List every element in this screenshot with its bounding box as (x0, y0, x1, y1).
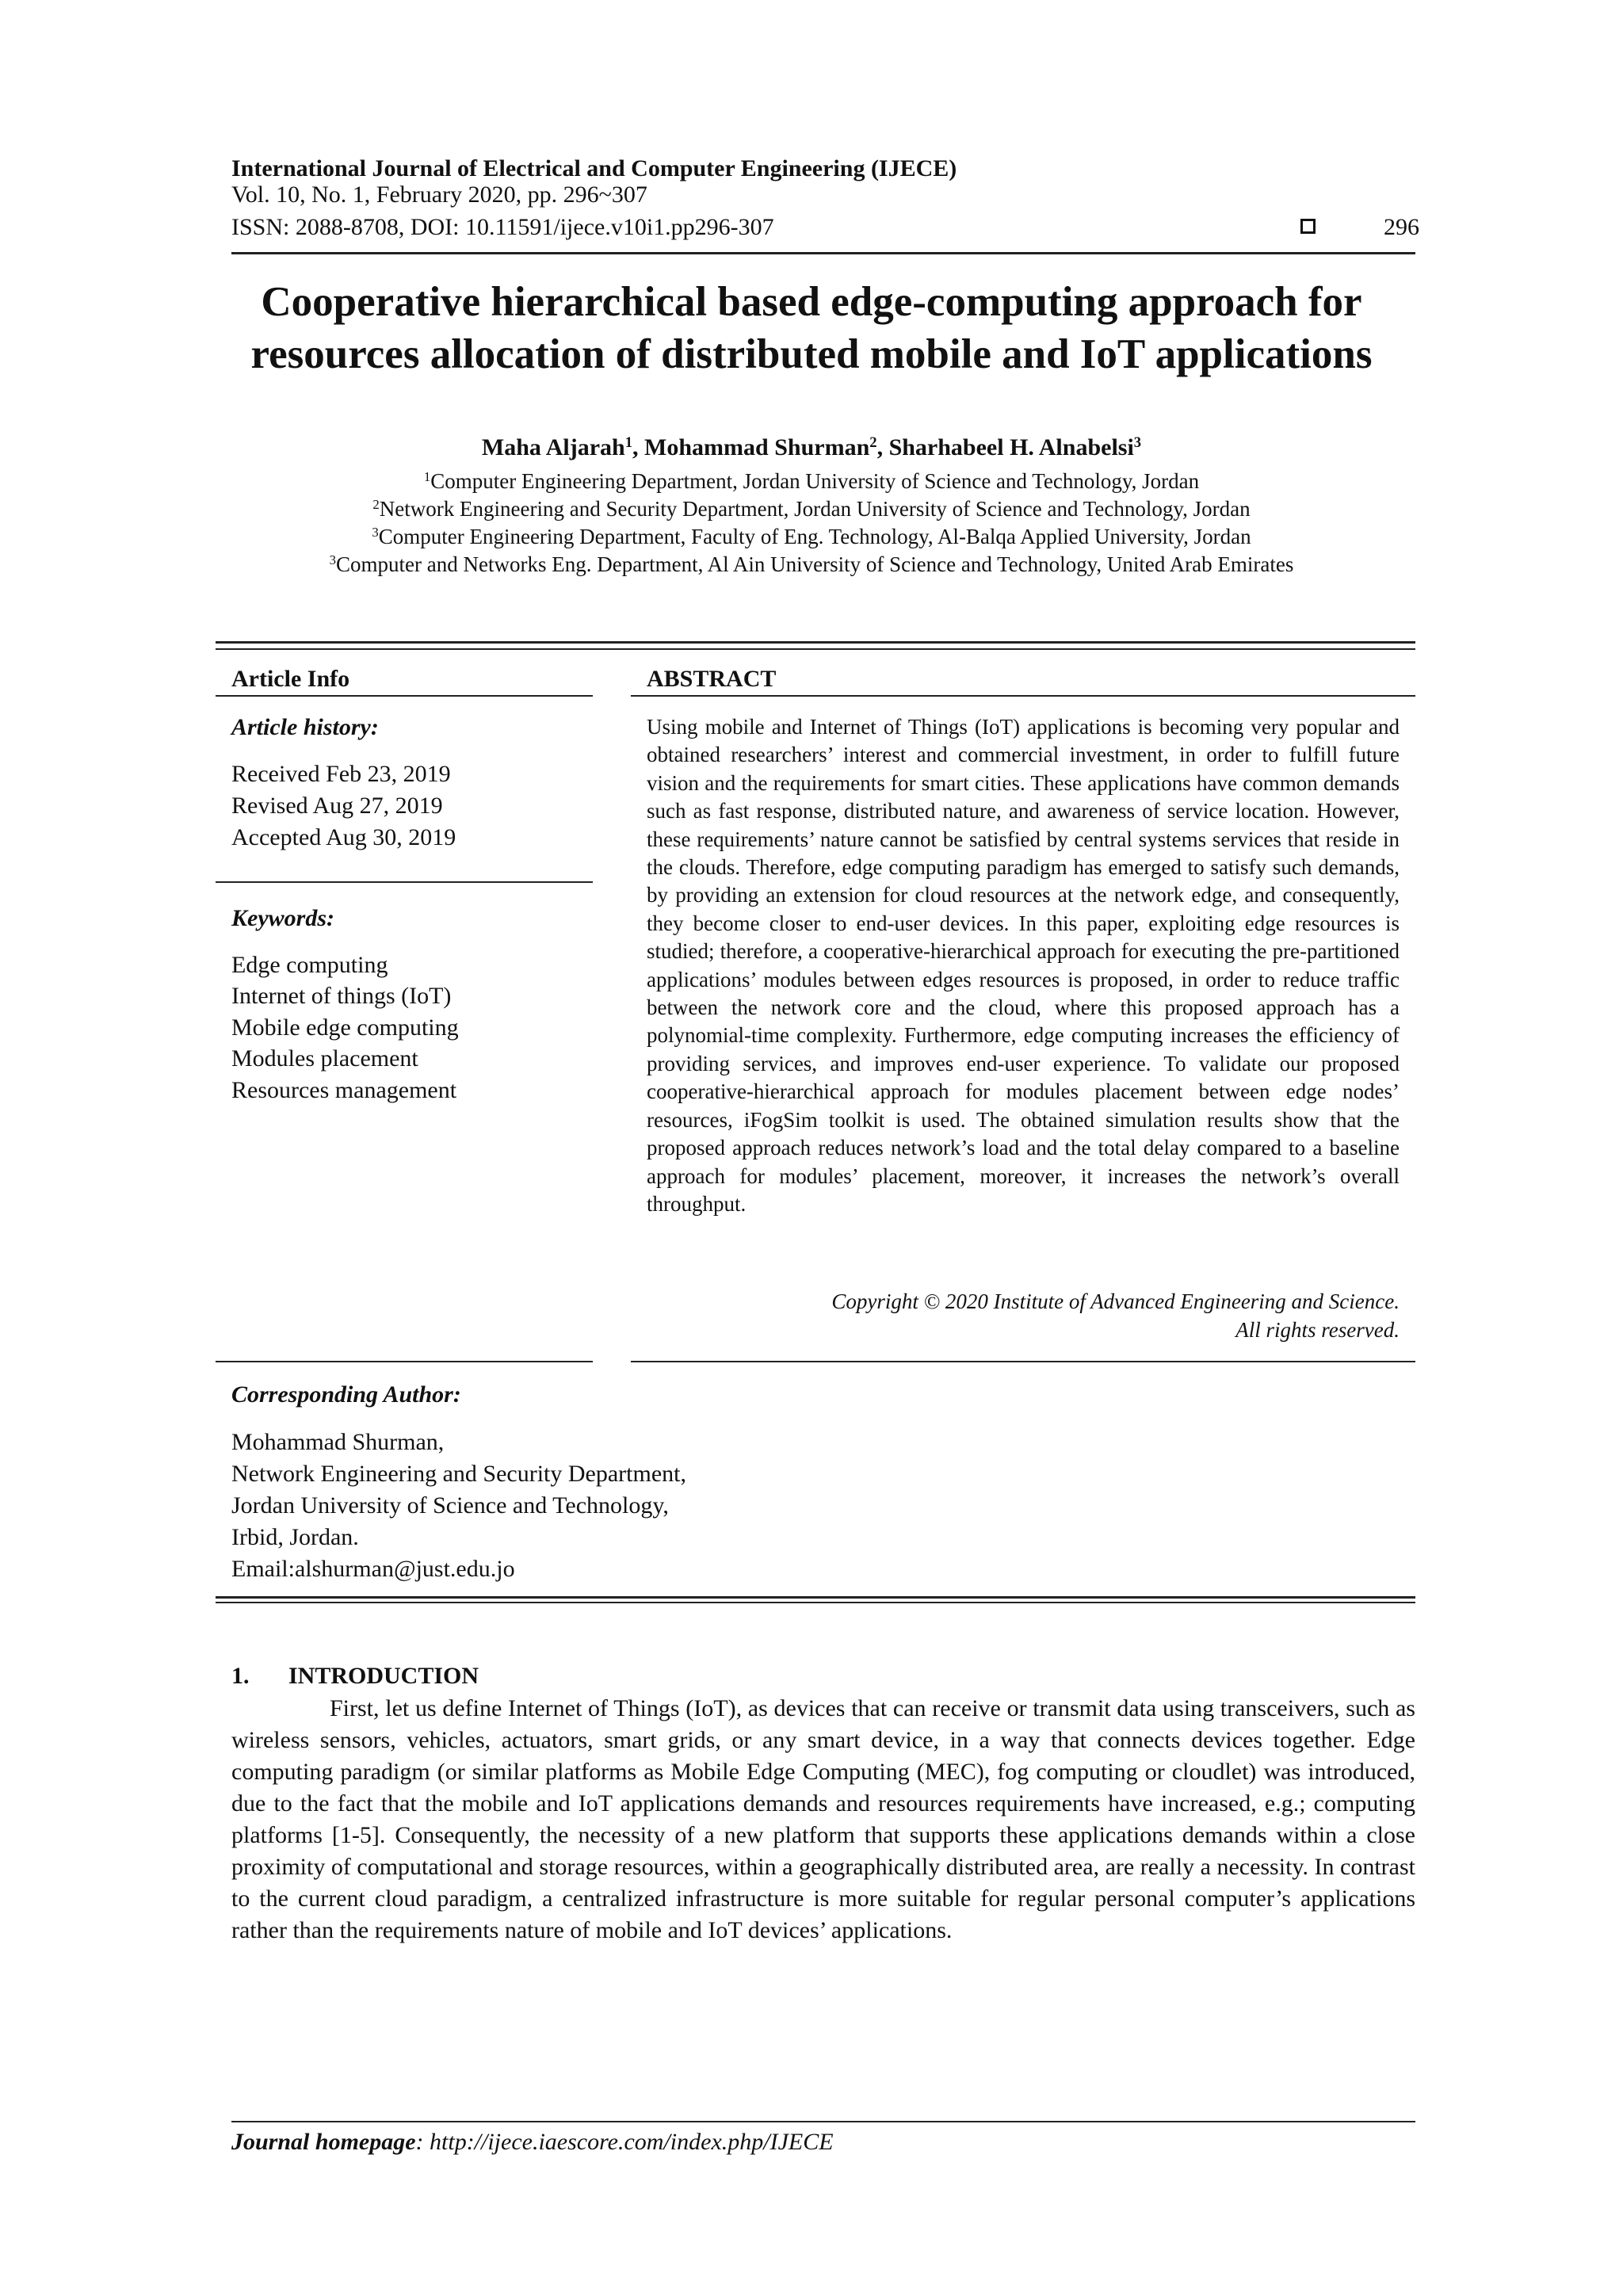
header-rule (231, 252, 1415, 254)
info-box-top-rule (216, 641, 1415, 644)
page-number: 296 (1384, 214, 1419, 240)
introduction-paragraph: First, let us define Internet of Things (IoT), as devices that can receive or transmit data using transceivers, such as wireless sensors, vehicles, actuators, smart grids, or any smart device, in a way that connects devices together. Edge computing paradigm (or similar platforms as Mobile Edge Computing (MEC), fog computing or cloudlet) was introduced, due to the fact that the mobile and IoT applications demands and resources requirements have increased, e.g.; computing platforms [1-5]. Consequently, the necessity of a new platform that supports these applications demands within a close proximity of computational and storage resources, within a geographically distributed area, are really a necessity. In contrast to the current cloud paradigm, a centralized infrastructure is more suitable for regular personal computer’s applications rather than the requirements nature of mobile and IoT devices’ applications. (231, 1695, 1415, 1943)
abstract-heading: ABSTRACT (647, 666, 777, 692)
homepage-url[interactable]: : http://ijece.iaescore.com/index.php/IJECE (415, 2129, 834, 2155)
keywords-label: Keywords: (231, 905, 334, 931)
article-history-label: Article history: (231, 714, 379, 740)
issn-doi-line: ISSN: 2088-8708, DOI: 10.11591/ijece.v10i1.pp296-307 (231, 214, 774, 240)
corresponding-email[interactable]: Email:alshurman@just.edu.jo (231, 1556, 515, 1582)
footer-rule (231, 2121, 1415, 2122)
affiliation-text: Computer Engineering Department, Jordan University of Science and Technology, Jordan (430, 469, 1200, 493)
author-3: , Sharhabeel H. Alnabelsi (876, 434, 1134, 460)
affiliation (158, 497, 1465, 521)
affiliation-sup: 3 (329, 552, 337, 567)
info-box-bottom-rule (216, 1596, 1415, 1599)
section-title: INTRODUCTION (288, 1663, 479, 1689)
accepted-date: Accepted Aug 30, 2019 (231, 824, 456, 850)
square-icon (1300, 219, 1316, 234)
history-rule (216, 881, 593, 883)
author-2: , Mohammad Shurman (632, 434, 870, 460)
affiliation-text: Network Engineering and Security Department, Jordan University of Science and Technology, Jordan (379, 497, 1251, 521)
abstract-rule (631, 695, 1415, 697)
copyright-line-1: Copyright © 2020 Institute of Advanced Engineering and Science. (831, 1289, 1400, 1313)
abstract-text: Using mobile and Internet of Things (IoT) applications is becoming very popular and obtained researchers’ interest and commercial investment, in order to fulfill future vision and the requirements for smart cities. These applications have common demands such as fast response, distributed nature, and awareness of service location. However, these requirements’ nature cannot be satisfied by central systems services that reside in the clouds. Therefore, edge computing paradigm has emerged to satisfy such demands, by providing an extension for cloud resources at the network edge, and consequently, they become closer to end-user devices. In this paper, exploiting edge resources is studied; therefore, a cooperative-hierarchical approach for executing the pre-partitioned applications’ modules between edges resources is proposed, in order to reduce traffic between the network core and the cloud, where this proposed approach has a polynomial-time complexity. Furthermore, edge computing increases the efficiency of providing services, and improves end-user experience. To validate our proposed cooperative-hierarchical approach for modules placement between edge nodes’ resources, iFogSim toolkit is used. The obtained simulation results show that the proposed approach reduces network’s load and the total delay compared to a baseline approach for modules’ placement, moreover, it increases the network’s overall throughput. (647, 715, 1400, 1216)
affiliation-sup: 1 (423, 468, 431, 484)
volume-line: Vol. 10, No. 1, February 2020, pp. 296~307 (231, 181, 647, 208)
author-1: Maha Aljarah (481, 434, 625, 460)
article-info-rule (216, 695, 593, 697)
affiliation-text: Computer Engineering Department, Faculty of Eng. Technology, Al-Balqa Applied University, Jordan (378, 525, 1251, 548)
corresponding-author-block (231, 1427, 686, 1585)
keyword: Resources management (231, 1077, 457, 1103)
journal-homepage (231, 2129, 834, 2156)
affiliation-sup: 2 (372, 496, 380, 512)
corresponding-author-label: Corresponding Author: (231, 1381, 461, 1408)
keyword: Modules placement (231, 1045, 418, 1072)
info-box-top-rule-2 (216, 648, 1415, 650)
paper-title (158, 276, 1465, 380)
revised-date: Revised Aug 27, 2019 (231, 793, 443, 819)
affiliation (158, 469, 1465, 494)
author-list (158, 434, 1465, 461)
corresponding-university: Jordan University of Science and Technology, (231, 1492, 669, 1519)
corresponding-city: Irbid, Jordan. (231, 1524, 359, 1550)
keyword: Internet of things (IoT) (231, 983, 452, 1009)
section-number: 1. (231, 1663, 250, 1689)
keyword: Edge computing (231, 952, 388, 978)
affiliation-text: Computer and Networks Eng. Department, Al Ain University of Science and Technology, United Arab Emirates (336, 552, 1294, 576)
title-line-2: resources allocation of distributed mobile and IoT applications (250, 331, 1373, 377)
abstract-bottom-rule (631, 1361, 1415, 1362)
author-2-sup: 2 (869, 434, 877, 451)
copyright-line-2: All rights reserved. (1235, 1318, 1400, 1342)
affiliation (158, 552, 1465, 577)
received-date: Received Feb 23, 2019 (231, 761, 451, 787)
author-1-sup: 1 (624, 434, 633, 451)
article-info-bottom-rule (216, 1361, 593, 1362)
affiliation-sup: 3 (372, 524, 379, 540)
copyright-notice (686, 1287, 1400, 1344)
info-box-bottom-rule-2 (216, 1602, 1415, 1603)
journal-name: International Journal of Electrical and Computer Engineering (IJECE) (231, 155, 957, 181)
title-line-1: Cooperative hierarchical based edge-computing approach for (261, 279, 1362, 325)
affiliation (158, 525, 1465, 549)
article-info-heading: Article Info (231, 666, 350, 692)
corresponding-name: Mohammad Shurman, (231, 1429, 445, 1455)
corresponding-dept: Network Engineering and Security Department, (231, 1461, 686, 1487)
author-3-sup: 3 (1133, 434, 1142, 451)
keyword: Mobile edge computing (231, 1014, 459, 1041)
homepage-label: Journal homepage (231, 2129, 416, 2155)
introduction-heading (231, 1663, 479, 1690)
